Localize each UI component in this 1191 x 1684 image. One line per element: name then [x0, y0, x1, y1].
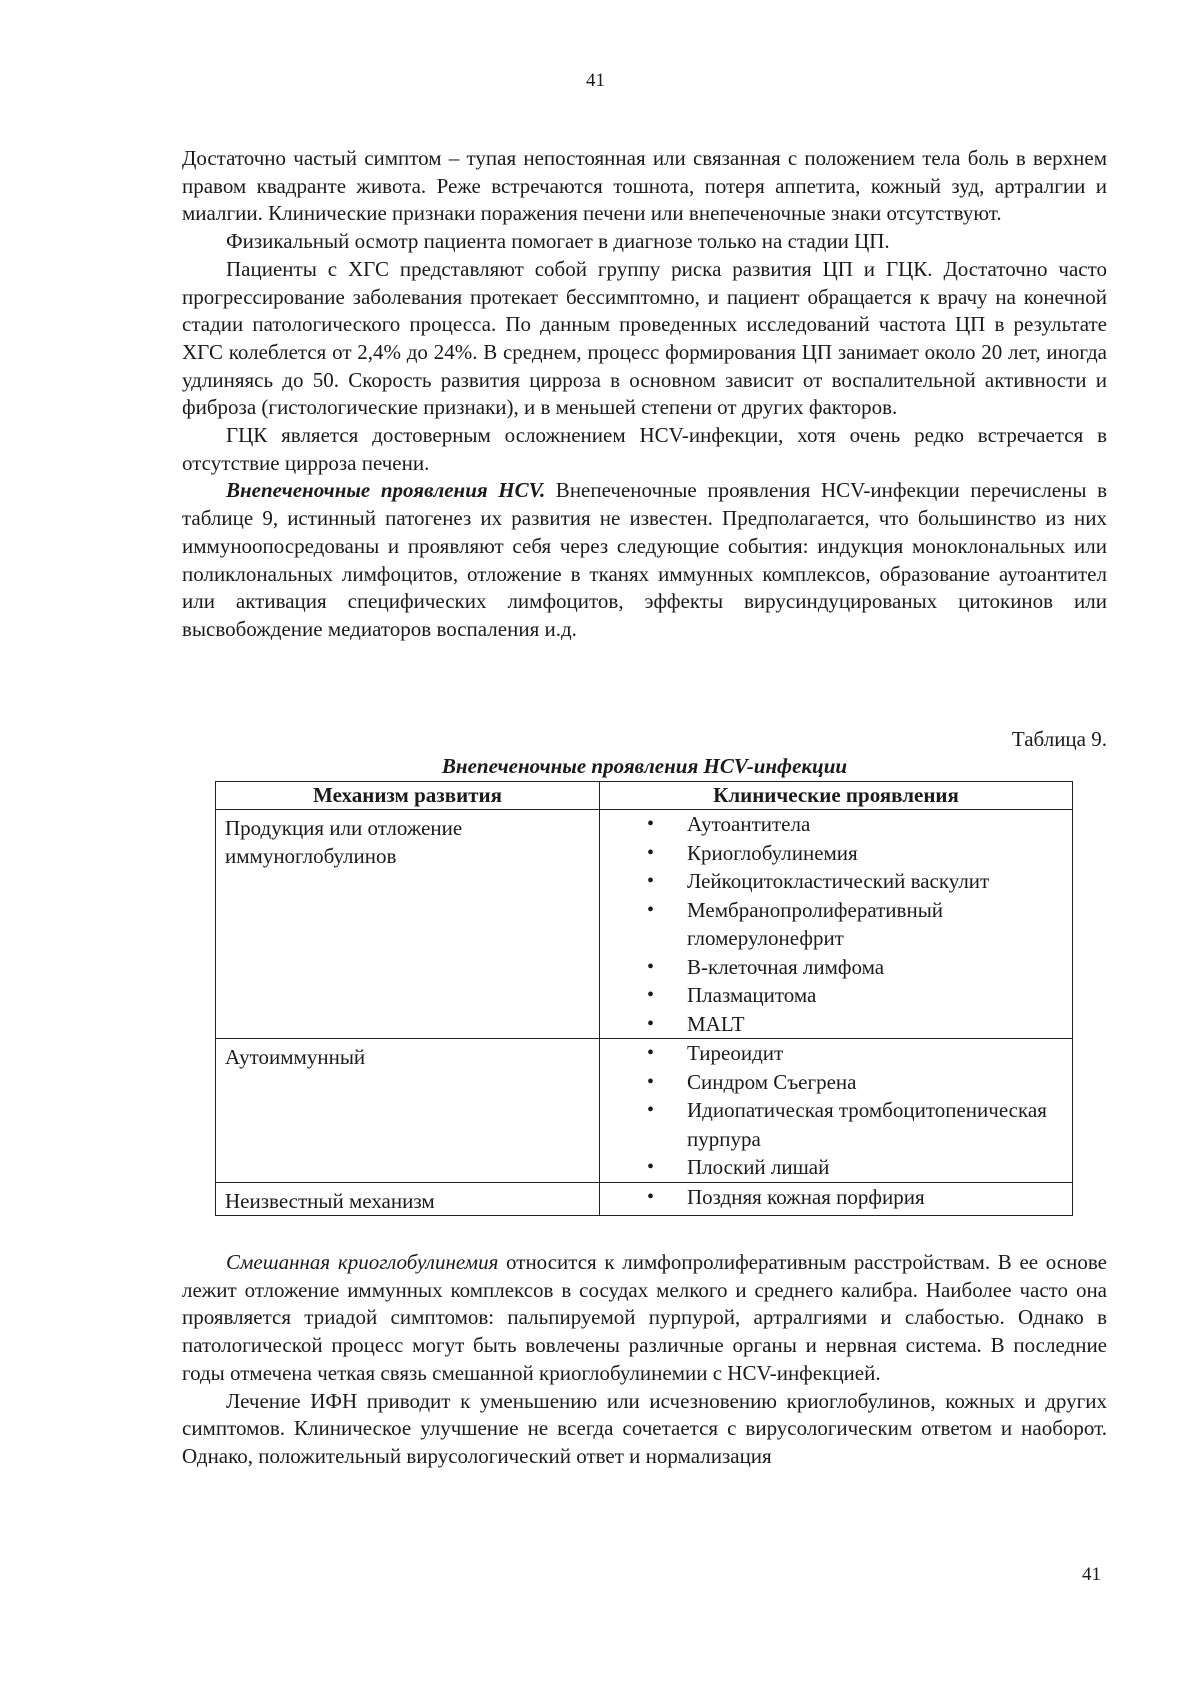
- clinical-list: [600, 810, 1072, 1038]
- header-mechanism: Механизм развития: [216, 782, 600, 810]
- list-item: • Аутоантитела: [600, 810, 1072, 839]
- clinical-cell: [600, 1182, 1073, 1215]
- list-item: • Синдром Съегрена: [600, 1068, 1072, 1097]
- body-text-bottom: [182, 1249, 1107, 1471]
- list-item: • Поздняя кожная порфирия: [600, 1183, 1072, 1212]
- paragraph-symptoms: Достаточно частый симптом – тупая непостоянная или связанная с положением тела боль в верхнем правом квадранте живота. Реже встречаются тошнота, потеря аппетита, кожный зуд, артралгии и миалгии. Клинические признаки поражения печени или внепеченочные знаки отсутствуют.: [182, 146, 1107, 226]
- page-number-top: 41: [586, 70, 605, 91]
- mechanism-cell: Аутоиммунный: [216, 1039, 600, 1183]
- paragraph-cryoglobulinemia-lead: Смешанная криоглобулинемия: [226, 1250, 499, 1274]
- mechanism-cell: Продукция или отложение иммуноглобулинов: [216, 810, 600, 1039]
- table-row: [216, 1039, 1073, 1183]
- paragraph-cryoglobulinemia-text: относится к лимфопролиферативным расстройствам. В ее основе лежит отложение иммунных комплексов в сосудах мелкого и среднего калибра. Наиболее часто она проявляется триадой симптомов: пальпируемой пурпурой, артралгиями и слабостью. Однако в патологической процесс могут быть вовлечены различные органы и нервная система. В последние годы отмечена четкая связь смешанной криоглобулинемии с HCV-инфекцией.: [182, 1250, 1108, 1385]
- table-title: Внепеченочные проявления HCV-инфекции: [441, 754, 848, 778]
- clinical-list: [600, 1183, 1072, 1212]
- paragraph-extrahepatic: [182, 477, 1107, 643]
- list-item: • Криоглобулинемия: [600, 839, 1072, 868]
- paragraph-hcc: ГЦК является достоверным осложнением HCV-инфекции, хотя очень редко встречается в отсутствие цирроза печени.: [182, 423, 1107, 475]
- paragraph-cryoglobulinemia: [182, 1249, 1107, 1388]
- list-item: • В-клеточная лимфома: [600, 953, 1072, 982]
- paragraph-physical-exam: Физикальный осмотр пациента помогает в диагнозе только на стадии ЦП.: [226, 229, 890, 254]
- list-item: • MALT: [600, 1010, 1072, 1039]
- paragraph-risk-group: Пациенты с ХГС представляют собой группу риска развития ЦП и ГЦК. Достаточно часто прогрессирование заболевания протекает бессимптомно, и пациент обращается к врачу на конечной стадии патологического процесса. По данным проведенных исследований частота ЦП в результате ХГС колеблется от 2,4% до 24%. В среднем, процесс формирования ЦП занимает около 20 лет, иногда удлиняясь до 50. Скорость развития цирроза в основном зависит от воспалительной активности и фиброза (гистологические признаки), и в меньшей степени от других факторов.: [182, 256, 1107, 420]
- body-text-top: [182, 145, 1107, 644]
- clinical-cell: [600, 1039, 1073, 1183]
- table-row: [216, 810, 1073, 1039]
- header-clinical: Клинические проявления: [600, 782, 1073, 810]
- list-item: • Плоский лишай: [600, 1153, 1072, 1182]
- paragraph-extrahepatic-lead: Внепеченочные проявления HCV.: [226, 478, 546, 503]
- list-item: • Идиопатическая тромбоцитопеническая пурпура: [600, 1096, 1072, 1153]
- list-item: • Лейкоцитокластический васкулит: [600, 867, 1072, 896]
- table-row: [216, 1182, 1073, 1215]
- list-item: • Мембранопролиферативный гломерулонефрит: [600, 896, 1072, 953]
- mechanism-cell: Неизвестный механизм: [216, 1182, 600, 1215]
- manifestations-table: [215, 781, 1073, 1216]
- page-number-bottom: 41: [1082, 1564, 1101, 1585]
- clinical-cell: [600, 810, 1073, 1039]
- clinical-list: [600, 1039, 1072, 1182]
- table-caption: Таблица 9.: [1011, 727, 1107, 751]
- list-item: • Плазмацитома: [600, 981, 1072, 1010]
- table-header-row: [216, 782, 1073, 810]
- list-item: • Тиреоидит: [600, 1039, 1072, 1068]
- paragraph-extrahepatic-text: Внепеченочные проявления HCV-инфекции перечислены в таблице 9, истинный патогенез их развития не известен. Предполагается, что большинство из них иммуноопосредованы и проявляют себя через следующие события: индукция моноклональных или поликлональных лимфоцитов, отложение в тканях иммунных комплексов, образование аутоантител или активация специфических лимфоцитов, эффекты вирусиндуцированых цитокинов или высвобождение медиаторов воспаления и.д.: [182, 478, 1107, 641]
- paragraph-ifn-treatment: Лечение ИФН приводит к уменьшению или исчезновению криоглобулинов, кожных и других симптомов. Клиническое улучшение не всегда сочетается с вирусологическим ответом и наоборот. Однако, положительный вирусологический ответ и нормализация: [182, 1388, 1107, 1468]
